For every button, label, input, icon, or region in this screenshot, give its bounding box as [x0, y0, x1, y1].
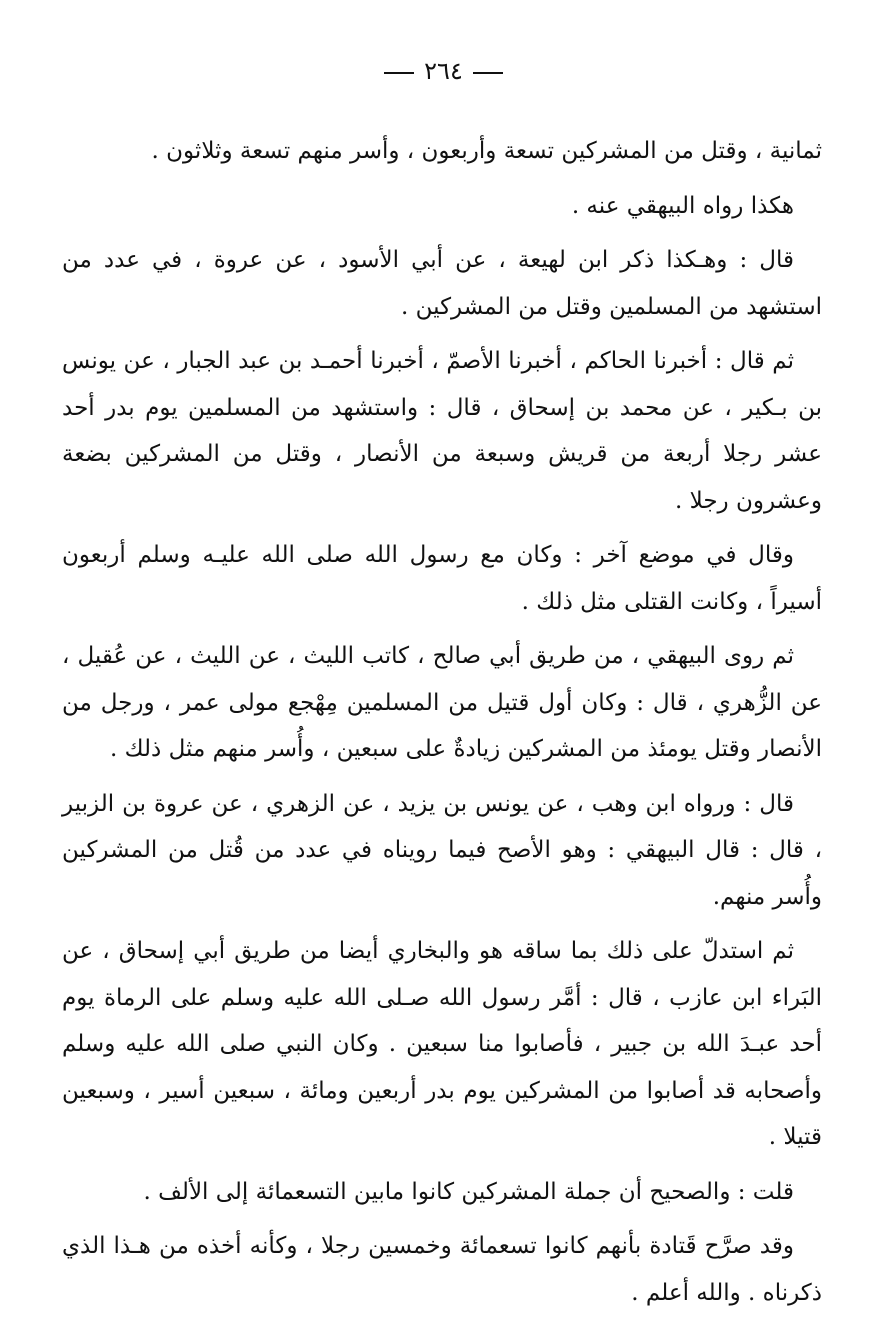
header-dash-right: [473, 72, 503, 74]
paragraph-8: ثم استدلّ على ذلك بما ساقه هو والبخاري أيضا من طريق أبي إسحاق ، عن البَراء ابن عازب ، قال : أمَّر رسول الله صـلى الله عليه وسلم على الرماة يوم أحد عبـدَ الله بن جبير ، فأصابوا منا سبعين . وكان النبي صلى الله عليه وسلم وأصحابه قد أصابوا من المشركين يوم بدر أربعين ومائة ، سبعين أسير ، وسبعين قتيلا .: [62, 938, 822, 1150]
paragraph-3: قال : وهـكذا ذكر ابن لهيعة ، عن أبي الأسود ، عن عروة ، في عدد من استشهد من المسلمين وقتل من المشركين .: [62, 247, 822, 320]
paragraph-1: ثمانية ، وقتل من المشركين تسعة وأربعون ، وأسر منهم تسعة وثلاثون .: [151, 138, 822, 164]
paragraph-9: قلت : والصحيح أن جملة المشركين كانوا مابين التسعمائة إلى الألف .: [143, 1178, 794, 1205]
header-dash-left: [384, 72, 414, 74]
paragraph-6: ثم روى البيهقي ، من طريق أبي صالح ، كاتب الليث ، عن الليث ، عن عُقيل ، عن الزُّهري ، قال : وكان أول قتيل من المسلمين مِهْجع مولى عمر ، ورجل من الأنصار وقتل يومئذ من المشركين زيادةٌ على سبعين ، وأُسر منهم مثل ذلك .: [62, 643, 822, 762]
paragraph-10: وقد صرَّح قَتادة بأنهم كانوا تسعمائة وخمسين رجلا ، وكأنه أخذه من هـذا الذي ذكرناه . والله أعلم .: [62, 1233, 822, 1306]
paragraph-2: هكذا رواه البيهقي عنه .: [571, 192, 794, 219]
page-body: [62, 128, 822, 1324]
paragraph-7: قال : ورواه ابن وهب ، عن يونس بن يزيد ، عن الزهري ، عن عروة بن الزبير ، قال : قال البيهقي : وهو الأصح فيما رويناه في عدد من قُتل من المشركين وأُسر منهم.: [62, 790, 822, 910]
page-header: [0, 54, 887, 88]
page-number: ٢٦٤: [424, 57, 463, 85]
paragraph-5: وقال في موضع آخر : وكان مع رسول الله صلى الله عليـه وسلم أربعون أسيراً ، وكانت القتلى مثل ذلك .: [62, 542, 822, 615]
paragraph-4: ثم قال : أخبرنا الحاكم ، أخبرنا الأصمّ ، أخبرنا أحمـد بن عبد الجبار ، عن يونس بن بـكير ، عن محمد بن إسحاق ، قال : واستشهد من المسلمين يوم بدر أحد عشر رجلا أربعة من قريش وسبعة من الأنصار ، وقتل من المشركين بضعة وعشرون رجلا .: [62, 348, 822, 514]
